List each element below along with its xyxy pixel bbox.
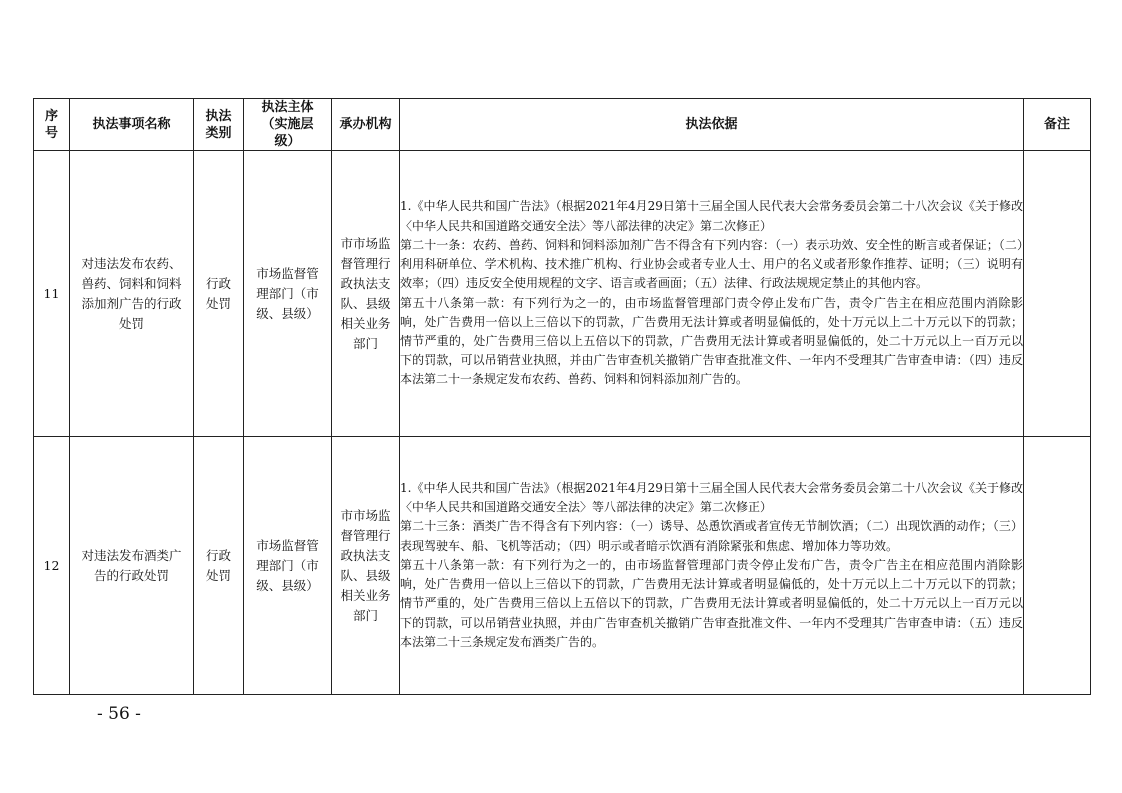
header-category: 执法类别 <box>194 99 244 151</box>
row-agency: 市市场监督管理行政执法支队、县级相关业务部门 <box>332 437 400 695</box>
row-category: 行政处罚 <box>194 151 244 437</box>
basis-paragraph: 第五十八条第一款：有下列行为之一的，由市场监督管理部门责令停止发布广告，责令广告主在相应范围内消除影响，处广告费用一倍以上三倍以下的罚款，广告费用无法计算或者明显偏低的，处十万元以上二十万元以下的罚款；情节严重的，处广告费用三倍以上五倍以下的罚款，广告费用无法计算或者明显偏低的，处二十万元以上一百万元以下的罚款，可以吊销营业执照，并由广告审查机关撤销广告审查批准文件、一年内不受理其广告审查申请：（五）违反本法第二十三条规定发布酒类广告的。 <box>400 557 1023 649</box>
header-remark: 备注 <box>1024 99 1091 151</box>
header-name: 执法事项名称 <box>70 99 194 151</box>
basis-paragraph: 第五十八条第一款：有下列行为之一的，由市场监督管理部门责令停止发布广告，责令广告主在相应范围内消除影响，处广告费用一倍以上三倍以下的罚款，广告费用无法计算或者明显偏低的，处十万元以上二十万元以下的罚款；情节严重的，处广告费用三倍以上五倍以下的罚款，广告费用无法计算或者明显偏低的，处二十万元以上一百万元以下的罚款，可以吊销营业执照，并由广告审查机关撤销广告审查批准文件、一年内不受理其广告审查申请：（四）违反本法第二十一条规定发布农药、兽药、饲料和饲料添加剂广告的。 <box>400 295 1023 387</box>
row-name: 对违法发布农药、兽药、饲料和饲料添加剂广告的行政处罚 <box>70 151 194 437</box>
enforcement-table <box>33 98 1091 695</box>
basis-paragraph: 第二十一条：农药、兽药、饲料和饲料添加剂广告不得含有下列内容：（一）表示功效、安全性的断言或者保证；（二）利用科研单位、学术机构、技术推广机构、行业协会或者专业人士、用户的名义或者形象作推荐、证明；（三）说明有效率；（四）违反安全使用规程的文字、语言或者画面；（五）法律、行政法规规定禁止的其他内容。 <box>400 237 1023 291</box>
row-remark <box>1024 151 1091 437</box>
row-remark <box>1024 437 1091 695</box>
header-agency: 承办机构 <box>332 99 400 151</box>
row-seq: 12 <box>34 437 70 695</box>
basis-paragraph: 1.《中华人民共和国广告法》（根据2021年4月29日第十三届全国人民代表大会常务委员会第二十八次会议《关于修改〈中华人民共和国道路交通安全法〉等八部法律的决定》第二次修正） <box>400 481 1023 515</box>
row-category: 行政处罚 <box>194 437 244 695</box>
row-agency: 市市场监督管理行政执法支队、县级相关业务部门 <box>332 151 400 437</box>
row-basis <box>400 151 1024 437</box>
basis-paragraph: 1.《中华人民共和国广告法》（根据2021年4月29日第十三届全国人民代表大会常务委员会第二十八次会议《关于修改〈中华人民共和国道路交通安全法〉等八部法律的决定》第二次修正） <box>400 199 1023 233</box>
table-header-row <box>34 99 1091 151</box>
basis-paragraph: 第二十三条：酒类广告不得含有下列内容：（一）诱导、怂恿饮酒或者宣传无节制饮酒；（二）出现饮酒的动作；（三）表现驾驶车、船、飞机等活动；（四）明示或者暗示饮酒有消除紧张和焦虑、增加体力等功效。 <box>400 519 1023 553</box>
table-row <box>34 151 1091 437</box>
row-subject: 市场监督管理部门（市级、县级） <box>244 437 332 695</box>
page-number: - 56 - <box>97 704 141 724</box>
header-subject: 执法主体（实施层级） <box>244 99 332 151</box>
header-seq: 序号 <box>34 99 70 151</box>
row-seq: 11 <box>34 151 70 437</box>
row-subject: 市场监督管理部门（市级、县级） <box>244 151 332 437</box>
table-row <box>34 437 1091 695</box>
row-basis <box>400 437 1024 695</box>
header-basis: 执法依据 <box>400 99 1024 151</box>
row-name: 对违法发布酒类广告的行政处罚 <box>70 437 194 695</box>
